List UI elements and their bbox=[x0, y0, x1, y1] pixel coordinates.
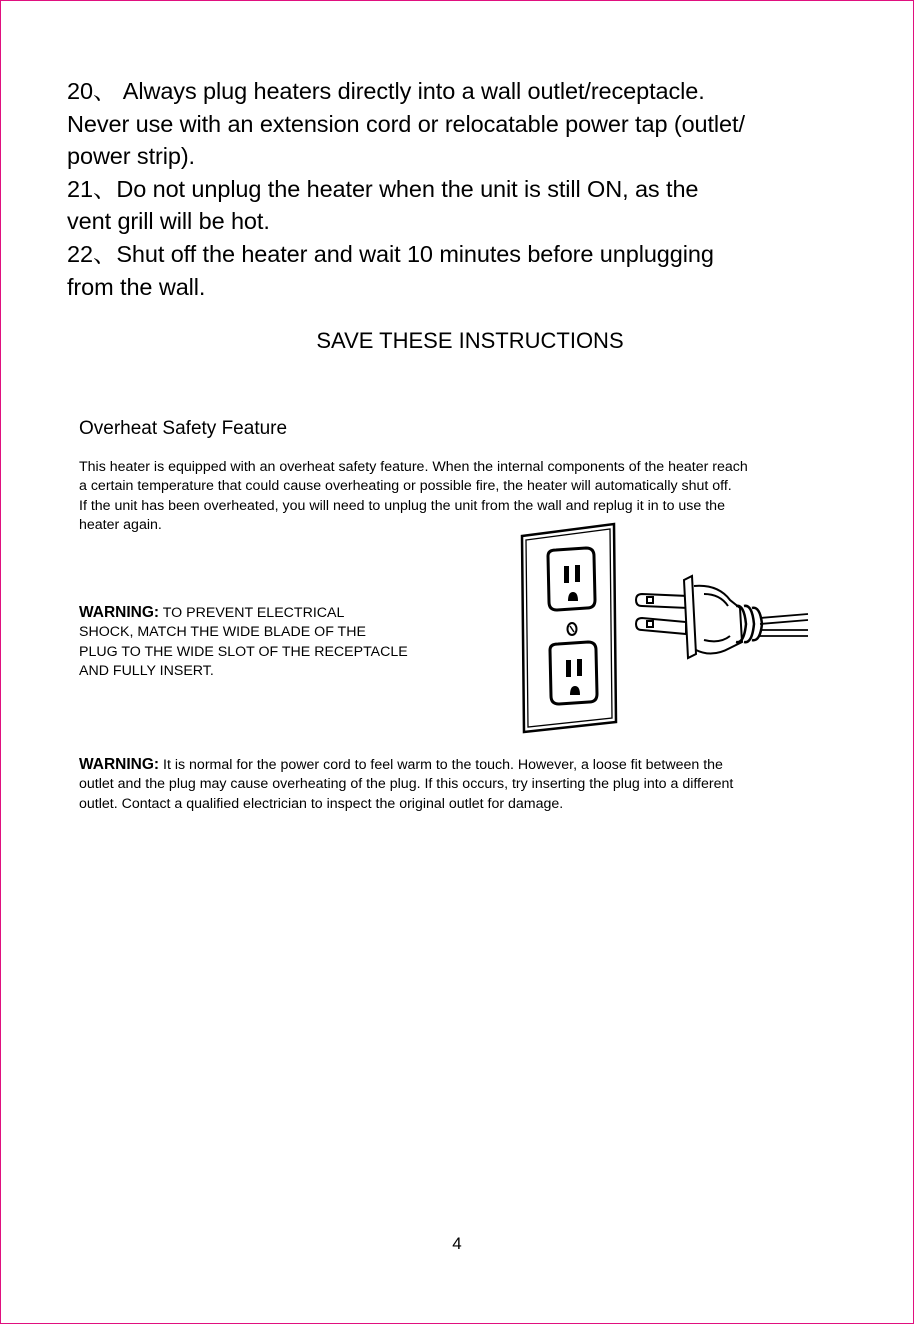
cord-warning bbox=[79, 755, 869, 814]
overheat-line: This heater is equipped with an overheat safety feature. When the internal components of the heater reach bbox=[79, 459, 748, 475]
outlet-plug-illustration bbox=[508, 520, 818, 743]
overheat-line: heater again. bbox=[79, 516, 162, 533]
instruction-item-22 bbox=[67, 238, 867, 303]
warning-line: outlet. Contact a qualified electrician to inspect the original outlet for damage. bbox=[79, 795, 564, 812]
warning-line: AND FULLY INSERT. bbox=[79, 662, 214, 679]
instruction-line: power strip). bbox=[67, 143, 195, 170]
warning-label: WARNING: bbox=[79, 756, 160, 773]
warning-line: PLUG TO THE WIDE SLOT OF THE RECEPTACLE bbox=[79, 643, 408, 660]
instruction-list bbox=[67, 75, 867, 303]
instruction-line: Never use with an extension cord or relocatable power tap (outlet/ bbox=[67, 110, 745, 137]
overheat-section-title: Overheat Safety Feature bbox=[79, 418, 288, 439]
overheat-line: a certain temperature that could cause overheating or possible fire, the heater will automatically shut off. bbox=[79, 478, 732, 495]
instruction-item-21 bbox=[67, 173, 867, 238]
plug-warning bbox=[79, 603, 479, 681]
instruction-line: 20、 Always plug heaters directly into a wall outlet/receptacle. bbox=[67, 78, 705, 104]
wall-outlet-icon bbox=[522, 524, 616, 732]
warning-line: SHOCK, MATCH THE WIDE BLADE OF THE bbox=[79, 624, 366, 641]
instruction-line: 21、Do not unplug the heater when the unit is still ON, as the bbox=[67, 175, 699, 202]
polarized-plug-icon bbox=[636, 576, 808, 658]
warning-line: It is normal for the power cord to feel warm to the touch. However, a loose fit between the bbox=[163, 757, 723, 773]
save-instructions-heading: SAVE THESE INSTRUCTIONS bbox=[316, 328, 624, 353]
page-number: 4 bbox=[452, 1234, 462, 1253]
overheat-line: If the unit has been overheated, you will need to unplug the unit from the wall and replug it in to use the bbox=[79, 497, 725, 514]
instruction-line: 22、Shut off the heater and wait 10 minutes before unplugging bbox=[67, 240, 714, 267]
warning-line: outlet and the plug may cause overheating of the plug. If this occurs, try inserting the plug into a different bbox=[79, 776, 734, 793]
warning-line: TO PREVENT ELECTRICAL bbox=[162, 605, 345, 621]
instruction-line: vent grill will be hot. bbox=[67, 208, 270, 235]
warning-label: WARNING: bbox=[79, 604, 160, 621]
instruction-line: from the wall. bbox=[67, 273, 206, 300]
instruction-item-20 bbox=[67, 75, 867, 173]
